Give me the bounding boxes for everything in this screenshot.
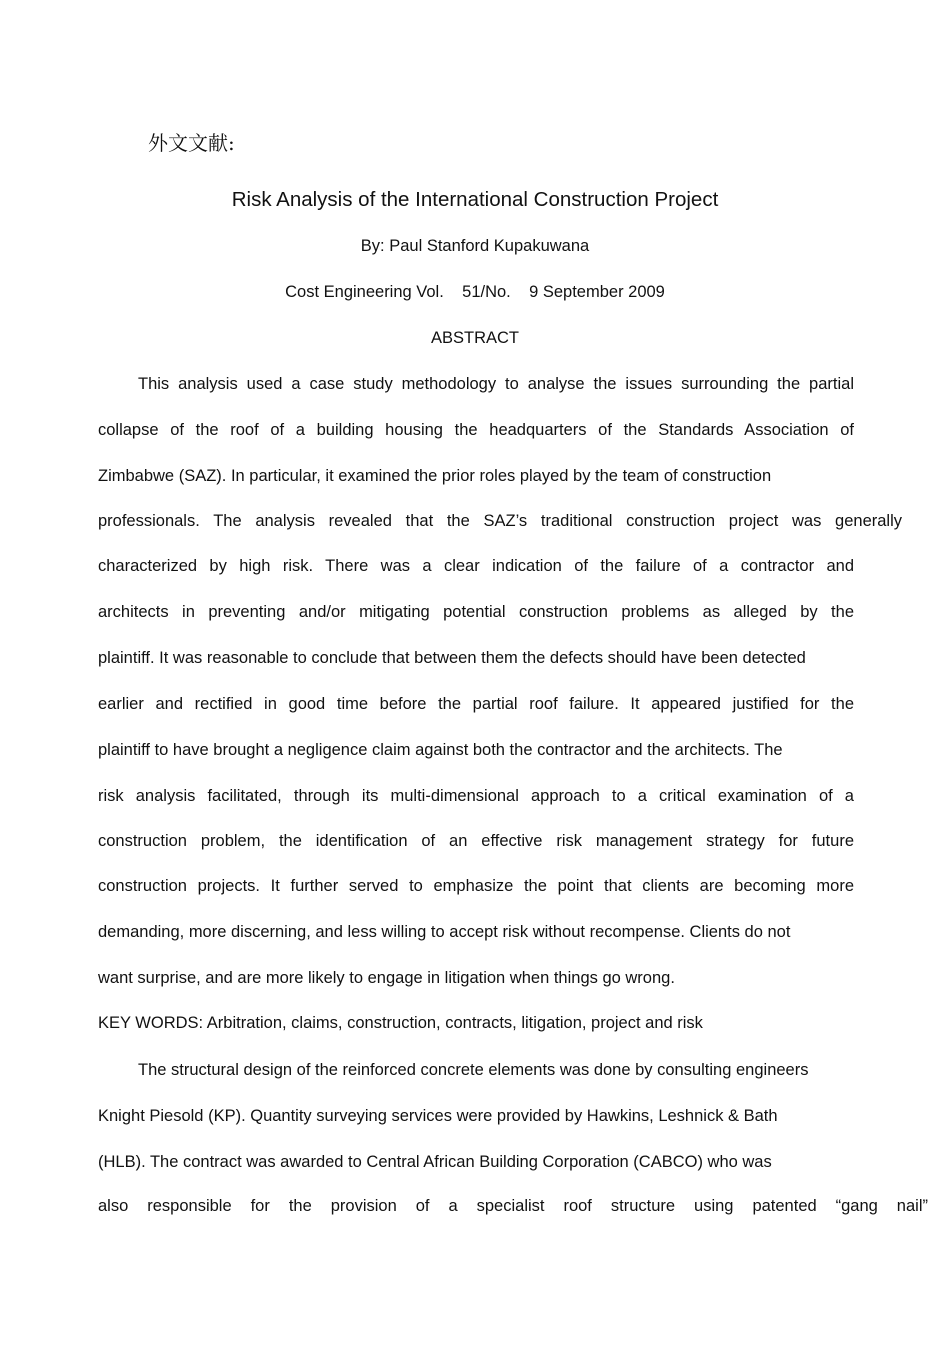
body-line: also responsible for the provision of a specialist roof structure using patented “gang nail” (98, 1197, 928, 1215)
paper-title: Risk Analysis of the International Construction Project (231, 188, 719, 211)
abstract-line: characterized by high risk. There was a clear indication of the failure of a contractor and (98, 557, 854, 575)
body-line: (HLB). The contract was awarded to Central African Building Corporation (CABCO) who was (98, 1153, 772, 1171)
abstract-line: demanding, more discerning, and less willing to accept risk without recompense. Clients do not (98, 923, 791, 941)
abstract-line: want surprise, and are more likely to engage in litigation when things go wrong. (98, 969, 675, 987)
author-byline: By: Paul Stanford Kupakuwana (360, 237, 590, 255)
abstract-line: collapse of the roof of a building housing the headquarters of the Standards Association of (98, 421, 854, 439)
abstract-line: earlier and rectified in good time before the partial roof failure. It appeared justified for the (98, 695, 854, 713)
abstract-line: professionals. The analysis revealed that the SAZ’s traditional construction project was generally (98, 512, 902, 530)
abstract-line: construction projects. It further served to emphasize the point that clients are becoming more (98, 877, 854, 895)
body-line: Knight Piesold (KP). Quantity surveying services were provided by Hawkins, Leshnick & Bath (98, 1107, 778, 1125)
header-label: 外文文献: (148, 131, 235, 155)
abstract-line: plaintiff. It was reasonable to conclude that between them the defects should have been detected (98, 649, 806, 667)
keywords-line: KEY WORDS: Arbitration, claims, construction, contracts, litigation, project and risk (98, 1014, 703, 1032)
abstract-line: This analysis used a case study methodology to analyse the issues surrounding the partial (138, 375, 854, 393)
body-line: The structural design of the reinforced concrete elements was done by consulting engineers (138, 1061, 809, 1079)
journal-citation: Cost Engineering Vol. 51/No. 9 September 2009 (285, 283, 665, 301)
abstract-line: Zimbabwe (SAZ). In particular, it examined the prior roles played by the team of construction (98, 467, 772, 485)
abstract-line: architects in preventing and/or mitigating potential construction problems as alleged by the (98, 603, 854, 621)
abstract-heading: ABSTRACT (430, 329, 519, 347)
abstract-line: risk analysis facilitated, through its multi-dimensional approach to a critical examination of a (98, 787, 854, 805)
abstract-line: construction problem, the identification of an effective risk management strategy for future (98, 832, 854, 850)
abstract-line: plaintiff to have brought a negligence claim against both the contractor and the architects. The (98, 741, 783, 759)
